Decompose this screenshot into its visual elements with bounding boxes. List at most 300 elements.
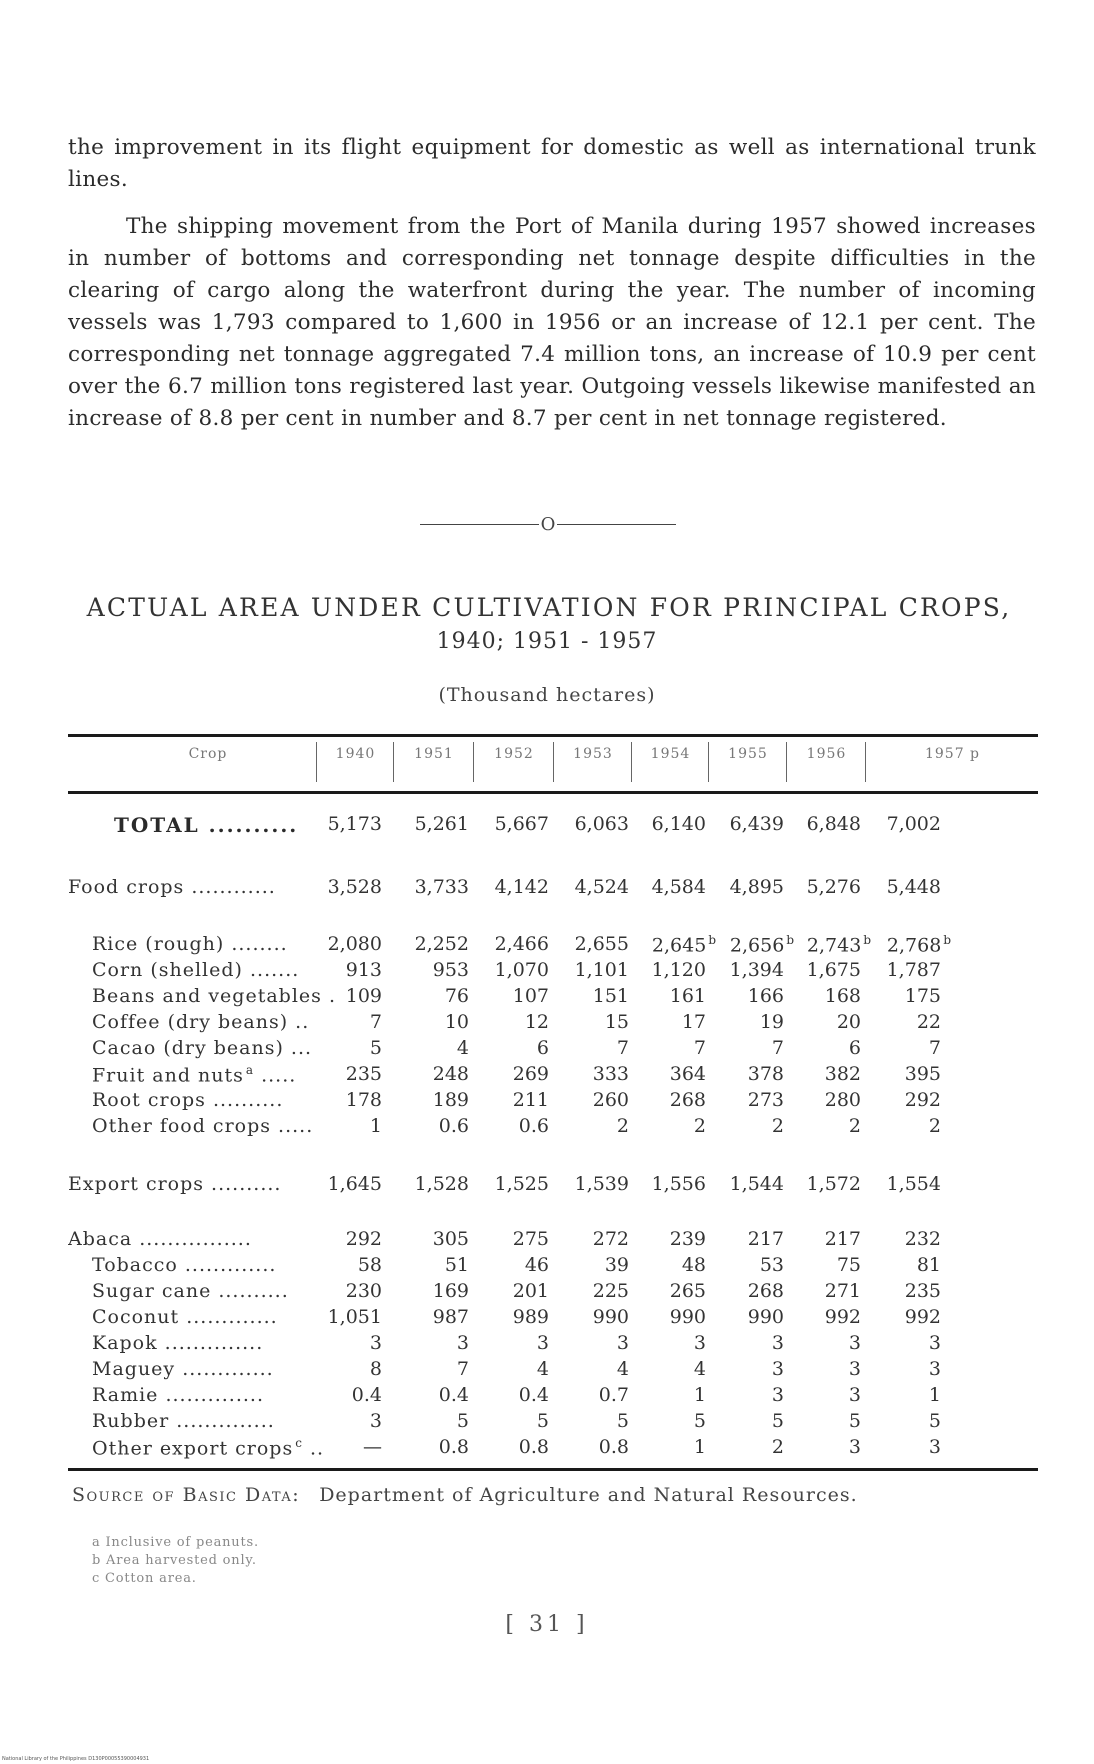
table-cell [704,1037,784,1059]
table-cell [389,1280,469,1302]
cell-value: 268 [669,1089,706,1111]
cell-value: 4,895 [729,876,784,898]
table-row [68,933,1038,961]
cell-value: 201 [512,1280,549,1302]
table-cell [469,1089,549,1111]
cell-value: 58 [357,1254,382,1276]
cell-value: 0.6 [518,1115,549,1137]
cell-value: 2,655 [574,933,629,955]
table-cell [469,876,549,898]
table-cell [704,1173,784,1195]
cell-value: 990 [592,1306,629,1328]
table-cell [302,1280,382,1302]
table-cell [704,1115,784,1137]
footnote-marker: c [295,1436,303,1450]
cell-value: 2,466 [494,933,549,955]
table-cell [781,1173,861,1195]
cell-value: 260 [592,1089,629,1111]
cell-value: 239 [669,1228,706,1250]
table-cell [469,1332,549,1354]
cell-value: 5 [928,1410,941,1432]
table-cell [469,985,549,1007]
table-cell [861,1089,941,1111]
column-header-crop: Crop [188,746,228,762]
cell-value: 1,554 [886,1173,941,1195]
cell-value: 1,675 [806,959,861,981]
cell-value: 275 [512,1228,549,1250]
table-cell [549,813,629,835]
table-cell [469,1280,549,1302]
table-cell [302,1228,382,1250]
table-cell [469,1228,549,1250]
cell-value: 3 [771,1358,784,1380]
footnote-a: a Inclusive of peanuts. [92,1535,259,1550]
row-label: Other food crops ..... [92,1115,314,1137]
table-cell [469,1011,549,1033]
cell-value: 7 [456,1358,469,1380]
column-header-year: 1940 [335,746,376,762]
section-separator [420,512,676,536]
cell-value: 3 [848,1436,861,1458]
source-label: Source of Basic Data: [72,1484,301,1506]
cell-value: 280 [824,1089,861,1111]
cell-value: 211 [512,1089,549,1111]
table-cell [549,876,629,898]
table-cell [704,959,784,981]
cell-value: 990 [669,1306,706,1328]
table-cell [704,813,784,835]
cell-value: 0.4 [351,1384,382,1406]
table-cell [626,1306,706,1328]
table-cell [704,1384,784,1406]
cell-value: 3 [848,1332,861,1354]
column-header-year: 1954 [650,746,691,762]
table-cell [626,1254,706,1276]
cell-value: 109 [345,985,382,1007]
table-cell [781,1089,861,1111]
table-cell [861,985,941,1007]
cell-value: 4,142 [494,876,549,898]
table-cell [626,1089,706,1111]
table-cell [302,1306,382,1328]
row-label: Abaca ................ [68,1228,252,1250]
table-bottom-rule [68,1468,1038,1471]
cell-value: 17 [681,1011,706,1033]
cell-value: 2 [616,1115,629,1137]
cell-value: 3 [693,1332,706,1354]
table-cell [549,1011,629,1033]
cell-value: 3 [848,1358,861,1380]
cell-value: 46 [524,1254,549,1276]
table-cell [302,1089,382,1111]
table-cell [389,1115,469,1137]
cell-value: 3 [848,1384,861,1406]
row-label: Sugar cane .......... [92,1280,289,1302]
cell-value: 265 [669,1280,706,1302]
cell-value: 217 [824,1228,861,1250]
table-cell [704,876,784,898]
cell-value: 3 [771,1332,784,1354]
separator-line-left [420,524,539,525]
table-cell [781,1358,861,1380]
cell-value: 0.7 [598,1384,629,1406]
cell-value: 1,556 [651,1173,706,1195]
cell-value: 2 [771,1436,784,1458]
table-cell [704,1410,784,1432]
cell-value: 8 [369,1358,382,1380]
cell-value: 6,439 [729,813,784,835]
cell-value: 19 [759,1011,784,1033]
table-cell [781,876,861,898]
table-cell [781,813,861,835]
table-cell [704,1011,784,1033]
source-note [72,1484,858,1506]
table-cell [626,1063,706,1085]
table-cell [302,1063,382,1085]
cell-value: 2,252 [414,933,469,955]
cell-value: 5 [616,1410,629,1432]
table-cell [861,933,951,956]
cell-value: 989 [512,1306,549,1328]
table-cell [549,959,629,981]
cell-value: 225 [592,1280,629,1302]
cell-value: 2 [771,1115,784,1137]
table-cell [626,1384,706,1406]
cell-value: 1 [369,1115,382,1137]
cell-value: 1,544 [729,1173,784,1195]
table-cell [389,876,469,898]
cell-value: 3 [928,1436,941,1458]
table-cell [781,1011,861,1033]
table-cell [781,985,861,1007]
footnote-marker: b [708,933,716,947]
table-cell [781,1436,861,1458]
cell-value: 953 [432,959,469,981]
cell-value: 6,848 [806,813,861,835]
table-cell [861,959,941,981]
table-cell [469,1173,549,1195]
table-cell [781,1254,861,1276]
column-header-year: 1957 p [924,746,981,762]
cell-value: 5 [456,1410,469,1432]
cell-value: 175 [904,985,941,1007]
table-cell [704,1228,784,1250]
cell-value: 12 [524,1011,549,1033]
table-cell [302,876,382,898]
table-cell [469,1254,549,1276]
row-label: Coconut ............. [92,1306,278,1328]
cell-value: 51 [444,1254,469,1276]
table-cell [626,959,706,981]
cell-value: 7 [369,1011,382,1033]
table-cell [704,1063,784,1085]
cell-value: — [363,1436,382,1458]
column-divider [631,742,632,782]
cell-value: 272 [592,1228,629,1250]
row-label: Cacao (dry beans) ... [92,1037,313,1059]
cell-value: 3 [616,1332,629,1354]
row-label: Corn (shelled) ....... [92,959,300,981]
table-cell [781,1410,861,1432]
table-cell [549,1332,629,1354]
footnote-marker: b [863,933,871,947]
table-cell [781,1306,861,1328]
table-cell [626,876,706,898]
table-cell [389,1063,469,1085]
table-cell [626,1228,706,1250]
table-cell [549,1306,629,1328]
table-cell [469,1115,549,1137]
cell-value: 10 [444,1011,469,1033]
column-header-year: 1953 [573,746,613,762]
table-cell [861,1254,941,1276]
table-cell [302,1011,382,1033]
table-cell [861,1280,941,1302]
table-cell [781,1332,861,1354]
table-row [68,1410,1038,1438]
cell-value: 3 [928,1332,941,1354]
source-text: Department of Agriculture and Natural Resources. [319,1484,858,1506]
cell-value: 1,572 [806,1173,861,1195]
table-cell [389,1089,469,1111]
table-row [68,1254,1038,1282]
table-cell [626,1332,706,1354]
cell-value: 5,261 [414,813,469,835]
row-label: Export crops .......... [68,1173,282,1195]
cell-value: 39 [604,1254,629,1276]
cell-value: 169 [432,1280,469,1302]
cell-value: 0.4 [438,1384,469,1406]
table-cell [626,813,706,835]
cell-value: 5 [369,1037,382,1059]
table-title: ACTUAL AREA UNDER CULTIVATION FOR PRINCIPAL CROPS, [86,593,1012,622]
row-label: Kapok .............. [92,1332,264,1354]
cell-value: 3 [369,1332,382,1354]
table-cell [704,1254,784,1276]
paragraph-1: the improvement in its flight equipment for domestic as well as international trunk lines. [68,135,1036,192]
column-divider [786,742,787,782]
table-cell [549,985,629,1007]
cell-value: 1,070 [494,959,549,981]
cell-value: 7 [771,1037,784,1059]
table-cell [469,1358,549,1380]
cell-value: 3 [369,1410,382,1432]
cell-value: 1 [928,1384,941,1406]
cell-value: 2,743 [806,934,862,957]
column-header-year: 1951 [414,746,454,762]
table-cell [781,1115,861,1137]
cell-value: 4,584 [651,876,706,898]
table-row [68,1306,1038,1334]
cell-value: 1,120 [651,959,706,981]
table-cell [469,1410,549,1432]
row-label: Rubber .............. [92,1410,275,1432]
table-cell [626,1011,706,1033]
cell-value: 382 [824,1063,861,1085]
table-cell [861,1332,941,1354]
cell-value: 75 [836,1254,861,1276]
row-label: TOTAL .......... [114,813,299,837]
cell-value: 232 [904,1228,941,1250]
cell-value: 364 [669,1063,706,1085]
paragraph-2: The shipping movement from the Port of Manila during 1957 showed increases in number of bottoms and corresponding net tonnage despite difficulties in the clearing of cargo along the waterfront during the year. The number of incoming vessels was 1,793 compared to 1,600 in 1956 or an increase of 12.1 per cent. The corresponding net tonnage aggregated 7.4 million tons, an increase of 10.9 per cent over the 6.7 million tons registered last year. Outgoing vessels likewise manifested an increase of 8.8 per cent in number and 8.7 per cent in net tonnage registered. [68,214,1036,431]
cell-value: 6,063 [574,813,629,835]
cell-value: 292 [904,1089,941,1111]
cell-value: 2,768 [886,934,942,957]
footnote-marker: b [943,933,951,947]
table-cell [469,959,549,981]
cell-value: 7 [693,1037,706,1059]
table-cell [469,1037,549,1059]
table-row [68,1358,1038,1386]
table-cell [549,1384,629,1406]
table-cell [781,1063,861,1085]
cell-value: 81 [916,1254,941,1276]
cell-value: 2 [928,1115,941,1137]
cell-value: 178 [345,1089,382,1111]
cell-value: 6,140 [651,813,706,835]
table-cell [549,1358,629,1380]
table-cell [389,1228,469,1250]
table-cell [861,1436,941,1458]
cell-value: 0.8 [598,1436,629,1458]
column-divider [473,742,474,782]
table-cell [781,1280,861,1302]
cell-value: 217 [747,1228,784,1250]
column-header-year: 1955 [728,746,768,762]
table-cell [389,813,469,835]
table-cell [302,1037,382,1059]
cell-value: 4 [536,1358,549,1380]
cell-value: 5,276 [806,876,861,898]
row-label: Food crops ............ [68,876,276,898]
table-cell [861,1384,941,1406]
cell-value: 166 [747,985,784,1007]
table-cell [469,813,549,835]
cell-value: 235 [904,1280,941,1302]
table-row [68,1173,1038,1201]
table-row [68,1332,1038,1360]
column-header-year: 1952 [494,746,534,762]
row-label: Fruit and nuts $^a$ ..... [92,1063,297,1087]
table-cell [781,1037,861,1059]
cell-value: 5 [536,1410,549,1432]
cell-value: 5 [848,1410,861,1432]
table-cell [389,959,469,981]
table-cell [861,1306,941,1328]
table-cell [302,1254,382,1276]
table-cell [861,1063,941,1085]
cell-value: 992 [904,1306,941,1328]
cell-value: 333 [592,1063,629,1085]
table-cell [549,933,629,955]
table-cell [302,1384,382,1406]
table-cell [389,933,469,955]
column-divider [316,742,317,782]
cell-value: 76 [444,985,469,1007]
cell-value: 1,394 [729,959,784,981]
cell-value: 3 [456,1332,469,1354]
column-divider [865,742,866,782]
row-label: Rice (rough) ........ [92,933,288,955]
table-cell [302,1115,382,1137]
table-cell [549,1228,629,1250]
table-cell [704,985,784,1007]
row-label: Tobacco ............. [92,1254,277,1276]
cell-value: 0.8 [518,1436,549,1458]
cell-value: 1,051 [327,1306,382,1328]
cell-value: 107 [512,985,549,1007]
cell-value: 5 [693,1410,706,1432]
table-cell [626,1115,706,1137]
table-row [68,1228,1038,1256]
cell-value: 1,525 [494,1173,549,1195]
column-divider [553,742,554,782]
table-cell [302,813,382,835]
table-cell [704,1332,784,1354]
cell-value: 1,539 [574,1173,629,1195]
cell-value: 990 [747,1306,784,1328]
table-cell [302,1436,382,1458]
cell-value: 15 [604,1011,629,1033]
table-row [68,1037,1038,1065]
table-cell [861,1173,941,1195]
table-cell [626,1410,706,1432]
table-row [68,1011,1038,1039]
cell-value: 273 [747,1089,784,1111]
cell-value: 2 [693,1115,706,1137]
table-units: (Thousand hectares) [438,684,656,706]
cell-value: 20 [836,1011,861,1033]
cell-value: 292 [345,1228,382,1250]
cell-value: 4 [456,1037,469,1059]
table-cell [626,1037,706,1059]
cell-value: 913 [345,959,382,981]
cell-value: 1 [693,1384,706,1406]
table-cell [389,1384,469,1406]
table-cell [549,1280,629,1302]
table-cell [389,1332,469,1354]
table-cell [469,1384,549,1406]
cell-value: 22 [916,1011,941,1033]
cell-value: 1,101 [574,959,629,981]
table-cell [861,1037,941,1059]
cell-value: 4 [616,1358,629,1380]
table-cell [704,1436,784,1458]
table-cell [469,1306,549,1328]
table-row [68,1280,1038,1308]
cell-value: 151 [592,985,629,1007]
cell-value: 5,448 [886,876,941,898]
table-cell [549,1063,629,1085]
table-cell [626,1436,706,1458]
table-cell [549,1410,629,1432]
table-cell [469,1436,549,1458]
table-cell [861,813,941,835]
table-cell [302,1410,382,1432]
table-cell [861,1115,941,1137]
cell-value: 2,656 [729,934,785,957]
table-cell [302,1332,382,1354]
table-cell [861,876,941,898]
table-row [68,1089,1038,1117]
table-row [68,985,1038,1013]
cell-value: 5,667 [494,813,549,835]
cell-value: 1 [693,1436,706,1458]
table-cell [861,1228,941,1250]
table-cell [549,1089,629,1111]
footnote-marker: a [245,1063,255,1077]
